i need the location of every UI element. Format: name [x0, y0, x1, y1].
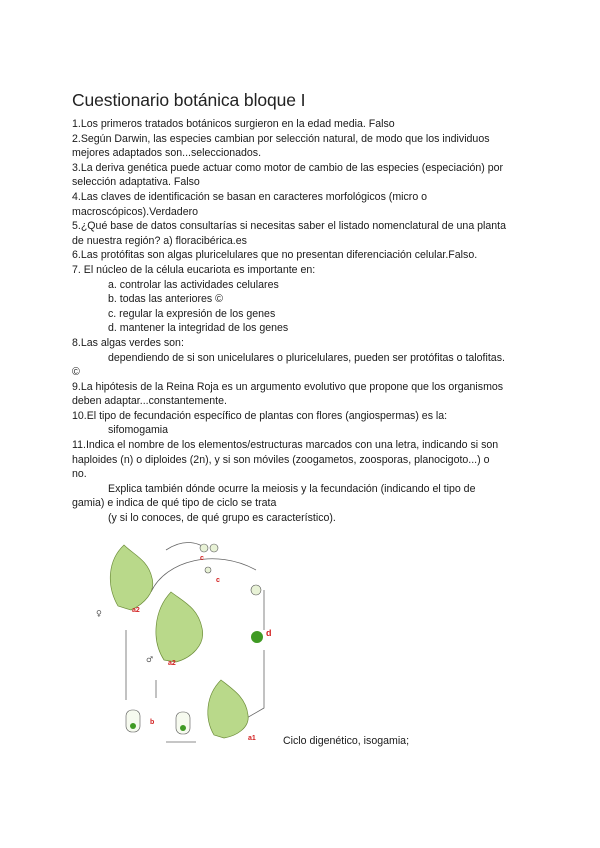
question-6: 6.Las protófitas son algas pluricelulares que no presentan diferenciación celular.Falso. — [72, 249, 478, 262]
question-10-answer: sifomogamia — [108, 424, 169, 437]
label-c-mid: c — [216, 577, 220, 584]
figure-caption: Ciclo digenético, isogamia; — [283, 735, 410, 747]
question-11: 11.Indica el nombre de los elementos/estructuras marcados con una letra, indicando si son — [72, 439, 499, 452]
option-a: a. controlar las actividades celulares — [108, 278, 279, 291]
question-11-cont: haploides (n) o diploides (2n), y si son móviles (zoogametos, zoosporas, planocigoto...) o — [72, 453, 490, 466]
zygote-forming — [251, 585, 261, 595]
spore-right — [180, 725, 186, 731]
sex-symbols — [96, 609, 153, 664]
question-2: 2.Según Darwin, las especies cambian por selección natural, de modo que los individuos — [72, 132, 490, 145]
arrow-top — [151, 559, 256, 592]
question-11-instructions-cont-2: (y si lo conoces, de qué grupo es característico). — [108, 512, 336, 525]
label-d: d — [266, 628, 272, 638]
question-10: 10.El tipo de fecundación específico de plantas con flores (angiospermas) es la: — [72, 409, 448, 422]
question-4: 4.Las claves de identificación se basan en caracteres morfológicos (micro o — [72, 190, 428, 203]
label-a2-mid: a2 — [168, 660, 176, 667]
question-11-cont-2: no. — [72, 468, 87, 481]
option-d: d. mantener la integridad de los genes — [108, 322, 289, 335]
question-11-instructions: Explica también dónde ocurre la meiosis y la fecundación (indicando el tipo de — [108, 482, 476, 495]
question-9-cont: deben adaptar...constantemente. — [72, 395, 227, 408]
question-8: 8.Las algas verdes son: — [72, 336, 184, 349]
page-title: Cuestionario botánica bloque I — [72, 90, 306, 110]
option-b: b. todas las anteriores © — [108, 293, 223, 306]
gamete-top-right — [210, 544, 218, 552]
question-9: 9.La hipótesis de la Reina Roja es un argumento evolutivo que propone que los organismos — [72, 380, 504, 393]
life-cycle-diagram — [96, 530, 286, 745]
question-3: 3.La deriva genética puede actuar como motor de cambio de las especies (especiación) por — [72, 161, 504, 174]
label-a2-top: a2 — [132, 607, 140, 614]
question-8-answer: dependiendo de si son unicelulares o pluricelulares, pueden ser protófitas o talofitas. — [108, 351, 505, 364]
thallus-a1 — [208, 680, 248, 738]
gamete-top-left — [200, 544, 208, 552]
zygote-d — [251, 631, 263, 643]
question-8-mark: © — [72, 366, 80, 379]
label-a1: a1 — [248, 735, 256, 742]
question-4-cont: macroscópicos).Verdadero — [72, 205, 199, 218]
question-5-cont: de nuestra región? a) floracibérica.es — [72, 234, 247, 247]
question-5: 5.¿Qué base de datos consultarías si necesitas saber el listado nomenclatural de una planta — [72, 220, 507, 233]
option-c: c. regular la expresión de los genes — [108, 307, 276, 320]
question-1: 1.Los primeros tratados botánicos surgieron en la edad media. Falso — [72, 118, 395, 130]
sporangia — [126, 710, 190, 734]
female-symbol: ♀ — [96, 609, 102, 618]
thalli — [110, 545, 248, 738]
question-11-instructions-cont: gamia) e indica de qué tipo de ciclo se trata — [72, 497, 277, 510]
label-c-top: c — [200, 555, 204, 562]
question-3-cont: selección adaptativa. Falso — [72, 176, 200, 189]
label-b: b — [150, 719, 155, 726]
gamete-mid — [205, 567, 211, 573]
document-body — [72, 117, 542, 526]
thallus-a2-top — [110, 545, 152, 610]
male-symbol: ♂ — [146, 655, 154, 664]
question-7: 7. El núcleo de la célula eucariota es importante en: — [72, 263, 316, 276]
spore-left — [130, 723, 136, 729]
life-cycle-figure — [96, 530, 286, 745]
question-2-cont: mejores adaptados son...seleccionados. — [72, 147, 262, 160]
thallus-a2-mid — [156, 592, 203, 662]
